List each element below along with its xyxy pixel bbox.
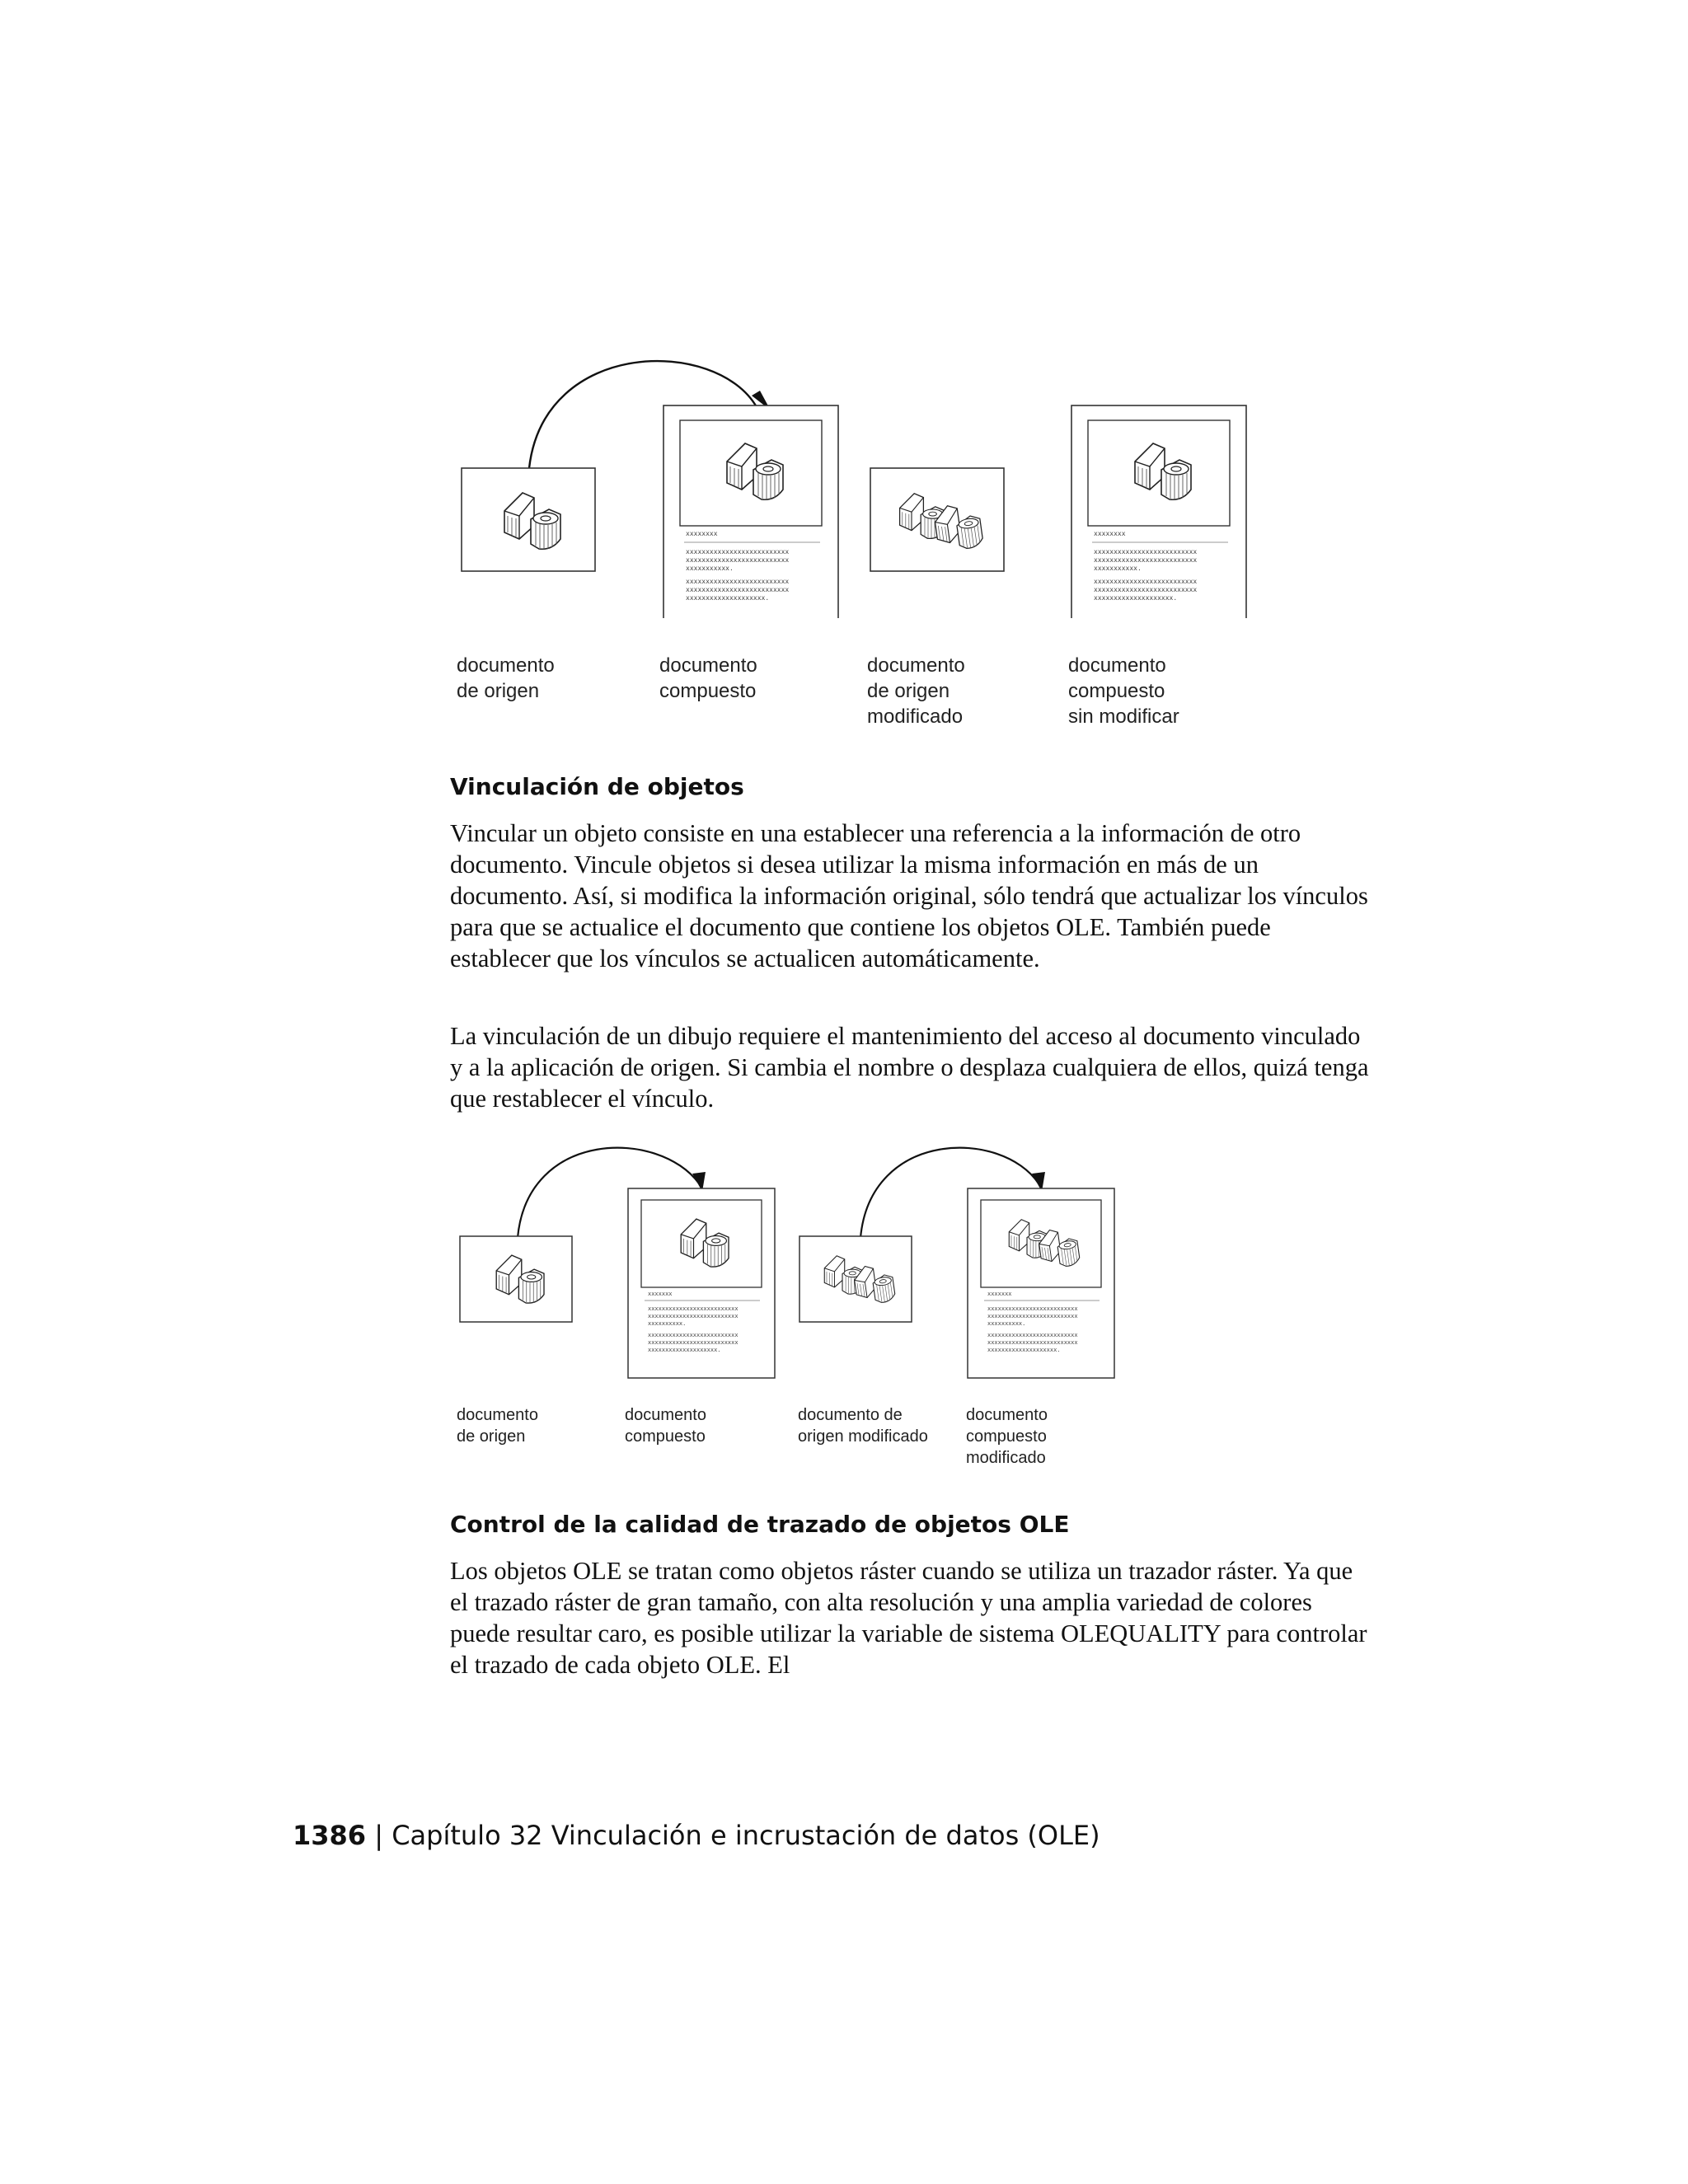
- label-modified-source: documento de origen modificado: [867, 654, 965, 728]
- doc-text-line: xxxxxxxxxxxxxxxxxxxxxxxxxx: [648, 1313, 738, 1319]
- doc-text-line: xxxxxxxxxxx.: [686, 565, 734, 572]
- footer-separator: |: [366, 1820, 392, 1851]
- figure-1-drawing: [445, 346, 1294, 618]
- label-compound-document: documento compuesto: [659, 654, 757, 702]
- doc-text-line: xxxxxxxxxxxxxxxxxxxxxxxxxx: [686, 556, 790, 564]
- figure-linking-diagram-1: [445, 346, 1294, 742]
- label-unmodified-compound: documento compuesto sin modificar: [1068, 654, 1179, 728]
- doc-text-line: xxxxxxxxxxxxxxxxxxxx.: [648, 1347, 721, 1353]
- label-compound-document: documento compuesto: [625, 1406, 706, 1446]
- doc-text-line: xxxxxxxxxxxxxxxxxxxxxxxxxx: [686, 578, 790, 585]
- figure-2-drawing: [445, 1137, 1154, 1385]
- doc-text-line: xxxxxxxxxxxxxxxxxxxxxxxxxx: [1094, 586, 1198, 593]
- doc-text-line: xxxxxxx: [987, 1291, 1012, 1297]
- doc-text-line: xxxxxxxx: [1094, 530, 1126, 537]
- doc-text-line: xxxxxxxxxxxxxxxxxxxxxxxxxx: [648, 1332, 738, 1338]
- doc-text-line: xxxxxxxxxxxxxxxxxxxxxxxxxx: [987, 1339, 1078, 1346]
- doc-text-line: xxxxxxx: [648, 1291, 673, 1297]
- doc-text-line: xxxxxxxxxxxxxxxxxxxxxxxxxx: [648, 1305, 738, 1312]
- figure-linking-diagram-2: [445, 1137, 1154, 1483]
- label-source-document: documento de origen: [457, 654, 555, 702]
- section-heading-plot-quality: Control de la calidad de trazado de objetos OLE: [450, 1511, 1070, 1538]
- doc-text-line: xxxxxxxxxxxxxxxxxxxxxxxxxx: [648, 1339, 738, 1346]
- doc-text-line: xxxxxxxxxxxxxxxxxxxxxxxxxx: [987, 1305, 1078, 1312]
- doc-text-line: xxxxxxxxxxxxxxxxxxxxxxxxxx: [1094, 548, 1198, 555]
- page-footer: [293, 1820, 1100, 1851]
- doc-text-line: xxxxxxxx: [686, 530, 718, 537]
- doc-text-line: xxxxxxxxxxx.: [1094, 565, 1142, 572]
- doc-text-line: xxxxxxxxxxxxxxxxxxxx.: [987, 1347, 1061, 1353]
- doc-text-line: xxxxxxxxxx.: [987, 1320, 1026, 1327]
- doc-text-line: xxxxxxxxxxxxxxxxxxxxxxxxxx: [987, 1332, 1078, 1338]
- doc-text-line: xxxxxxxxxxxxxxxxxxxxxxxxxx: [987, 1313, 1078, 1319]
- page-number: 1386: [293, 1820, 367, 1851]
- doc-text-line: xxxxxxxxxxxxxxxxxxxx.: [1094, 594, 1178, 602]
- section-heading-linking: Vinculación de objetos: [450, 773, 744, 800]
- doc-text-line: xxxxxxxxxx.: [648, 1320, 687, 1327]
- paragraph-linking-1: Vincular un objeto consiste en una establecer una referencia a la información de otro documento. Vincule objetos si desea utilizar la misma información en más de un documento. Así, si modifica la información original, sólo tendrá que actualizar los vínculos para que se actualice el documento que contiene los objetos OLE. También puede establecer que los vínculos se actualicen automáticamente.: [450, 819, 1368, 972]
- paragraph-linking-2: La vinculación de un dibujo requiere el mantenimiento del acceso al documento vinculado y a la aplicación de origen. Si cambia el nombre o desplaza cualquiera de ellos, quizá tenga que restablecer el vínculo.: [450, 1022, 1369, 1113]
- paragraph-plot-quality: Los objetos OLE se tratan como objetos ráster cuando se utiliza un trazador ráster. Ya que el trazado ráster de gran tamaño, con alta resolución y una amplia variedad de colores puede resultar caro, es posible utilizar la variable de sistema OLEQUALITY para controlar el trazado de cada objeto OLE. El: [450, 1557, 1367, 1679]
- doc-text-line: xxxxxxxxxxxxxxxxxxxxxxxxxx: [686, 548, 790, 555]
- label-modified-source: documento de origen modificado: [798, 1406, 928, 1446]
- doc-text-line: xxxxxxxxxxxxxxxxxxxxxxxxxx: [686, 586, 790, 593]
- doc-text-line: xxxxxxxxxxxxxxxxxxxx.: [686, 594, 770, 602]
- doc-text-line: xxxxxxxxxxxxxxxxxxxxxxxxxx: [1094, 578, 1198, 585]
- doc-text-line: xxxxxxxxxxxxxxxxxxxxxxxxxx: [1094, 556, 1198, 564]
- label-modified-compound: documento compuesto modificado: [966, 1406, 1048, 1467]
- label-source-document: documento de origen: [457, 1406, 538, 1446]
- chapter-title: Capítulo 32 Vinculación e incrustación de datos (OLE): [392, 1820, 1100, 1851]
